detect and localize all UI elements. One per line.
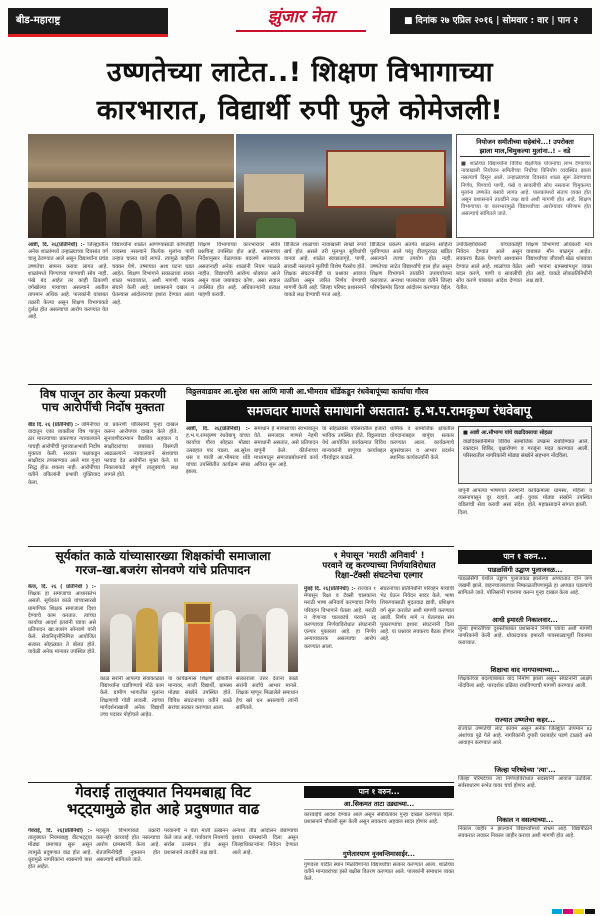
surykant-story-col3: या कार्यक्रमास शिक्षण क्षेत्रातील मान्यवर, माजी विद्यार्थी, ग्रामस्थ मोठ्या संख्येने उपस्थित होते. विविध संघटनांच्या वतीने काळे सरांचा सत्कार करण्यात आला. xyxy=(168,676,232,711)
masthead-logo: झुंजार नेता xyxy=(267,7,335,27)
honour-story-col1: आष्टी, दि. २६(प्रतिनिधी) :- ह.भ.प.रामकृष्ण रंधवेबापू यांच्या कार्याचा गौरव सोहळा मोठ्या उत्साहात पार पडला. आ.सुरेश धस व माजी आ.भीमराव धोंडे यांच्या उपस्थितीत कार्यक्रम संपन्न झाला. xyxy=(186,426,250,476)
honour-highlight-box: ■ आष्टी आ.सौभाग्य यांचे वाढदिवसाचा सोहळा वाढदिवसानिमित्त विविध सामाजिक उपक्रम राबविण्यात आले. रक्तदान शिबिर, वृक्षारोपण व गरजूंना मदत करण्यात आली. परिसरातील नागरिकांनी मोठ्या संख्येने सहभाग नोंदविला. xyxy=(458,426,592,484)
dateline: ■ दिनांक २७ एप्रिल २०१६ | सोमवार : वार | पान २ xyxy=(390,8,592,34)
continued-item: जिल्हा परिषदेच्या 'त्या'... xyxy=(458,766,592,776)
continued-column: पाडळसिंगी उद्घाण पुलाजवळ... पाडळसिंगी येथील उड्डाण पुलाजवळ झालेल्या अपघातात दोन जण जखमी झाले. वाहनचालकाच्या निष्काळजीपणामुळे हा अपघात घडल्याचे सांगितले जाते. पोलिसांनी पंचनामा करून गुन्हा दाखल केला आहे. आधी इमारती निकालवार... जुन्या इमारतींच्या दुरुस्तीबाबत प्रशासनाने निर्णय घ्यावा अशी मागणी नागरिकांनी केली आहे. धोकादायक इमारती पावसाळ्यापूर्वी रिकाम्या कराव्यात. शिक्षाचा वाद नागपाव्याच्या... शिक्षकांच्या बदल्यांबाबत वाद निर्माण झाला असून संघटनांनी आक्षेप नोंदविला आहे. पारदर्शक प्रक्रिया राबविण्याची मागणी करण्यात आली. राज्यात उष्णतेचा कहर... राज्यात उष्णतेची लाट कायम असून अनेक जिल्ह्यांत तापमान ४३ अंशांच्या पुढे गेले आहे. नागरिकांनी दुपारी घराबाहेर पडणे टाळावे असे आवाहन करण्यात आले. जिल्हा परिषदेच्या 'त्या'... जिल्हा परिषदेच्या त्या निर्णयाविरोधात सदस्यांनी आवाज उठविला. सर्वसाधारण सभेत यावर चर्चा होणार आहे. निकाल न वसल्याच्या... निकाल जाहीर न झाल्याने विद्यार्थ्यांमध्ये संभ्रम आहे. विद्यापीठाने लवकरात लवकर निकाल जाहीर करावा अशी मागणी होत आहे. xyxy=(458,566,592,840)
surykant-story-col4: सत्काराला उत्तर देताना काळे सरांनी सर्वांचे आभार मानले. शिक्षक म्हणून मिळालेले समाधान हेच खरे धन असल्याचे त्यांनी सांगितले. xyxy=(236,676,298,711)
lead-body-col6: उपजिल्हाधिकारी यांच्याकडेही निवेदन देण्यात आले असून लवकरच बैठक घेण्याचे आश्वासन देण्यात आले आहे. शाळांच्या वेळेत बदल करणे, पाणी व सावलीची सोय करणे याबाबत आदेश देण्यात येतील. xyxy=(456,242,522,292)
gevrai-story-col4: अन्यथा तीव्र आंदोलन छेडण्याचा इशारा ग्रामस्थांनी दिला असून जिल्हाधिकाऱ्यांना निवेदन देण्यात आले आहे. xyxy=(232,828,298,856)
surykant-story-col2: काळे सरांनी आपल्या सेवाकाळात विद्यार्थ्यांना घडविण्याचे मोठे काम केले. ग्रामीण भागातील मुलांना शिक्षणाची गोडी लावली. त्यांच्या मार्गदर्शनाखाली अनेक विद्यार्थी उच्च पदावर पोहोचले आहेत. xyxy=(100,676,164,719)
poison-story-col2: या प्रकरणी पोलिसांनी गुन्हा दाखल करून आरोपपत्र दाखल केले होते. सुनावणीदरम्यान वैद्यकीय अहवाल व साक्षीदारांच्या जबाबात विसंगती आढळल्याने न्यायालयाने संशयाचा फायदा देत आरोपींना मुक्त केले. या निकालाकडे संपूर्ण तालुक्याचे लक्ष लागले होते. xyxy=(104,422,178,479)
lead-body-col3: शिक्षण विभागाच्या कारभारावर सर्वत्र प्रश्नचिन्ह उपस्थित होत आहे. शासनाच्या निर्देशानुसार वेळापत्रक बदलणे आवश्यक असतानाही अनेक शाळांनी नियम पाळले नाहीत. विद्यार्थ्यांचे आरोग्य धोक्यात आले असून याला जबाबदार कोण, असा सवाल उपस्थित होत आहे. अधिकाऱ्यांनी प्रत्यक्ष पाहणी करावी. xyxy=(198,242,280,299)
registration-mark-yellow xyxy=(574,909,584,914)
classroom-photo xyxy=(28,134,234,238)
continued-label: पान १ वरुन... xyxy=(458,550,592,564)
continued-item: राज्यात उष्णतेचा कहर... xyxy=(458,716,592,726)
registration-mark-magenta xyxy=(563,909,573,914)
gevrai-story-col3: परवानगी न घेता माती उत्खनन केले जात आहे. पर्यावरण नियमांचे सर्रास उल्लंघन होत असून प्रशासनाने तातडीने लक्ष द्यावे. xyxy=(164,828,228,856)
continued-bottom-item: गुणेतारयाण नूनवन्तिमासाईर... xyxy=(304,850,454,860)
gevrai-story-heading: गेवराई तालुक्यात नियमबाह्य विट भट्ट्यामुळे होत आहे प्रदुषणात वाढ xyxy=(66,783,260,819)
lead-body-col5: डिजिटल प्रकल्प अंतर्गत शाळांना साहित्य पुरविण्यात आले परंतु वीजपुरवठा खंडित असल्याने त्याचा उपयोग होत नाही. उष्णतेच्या लाटेत विद्यार्थ्यांचे हाल होत असून शिक्षण विभागाने तातडीने उपाययोजना कराव्यात. अन्यथा पालकांच्या वतीने जिल्हा परिषदेसमोर ठिय्या आंदोलन करण्यात येईल. xyxy=(370,242,452,292)
marathi-story-col1: मुंबई दि. २६(प्रतिनिधी) :- राज्यात १ मेपासून रिक्षा व टॅक्सी चालकांना मराठी भाषा अनिवार्य करण्याचा निर्णय परिवहन विभागाने घेतला आहे. मराठी न येणाऱ्या चालकांचे परवाने रद्द करण्याच्या निर्णयाविरोधात संघटनांनी एल्गार पुकारला आहे. हा निर्णय अन्यायकारक असल्याचा आरोप करण्यात आला. xyxy=(304,586,376,650)
continued-bottom-item: आ.सिकमत ताटा उड्याच्या... xyxy=(304,800,454,810)
newspaper-page: बीड-महाराष्ट्र झुंजार नेता ■ दिनांक २७ एप्रिल २०१६ | सोमवार : वार | पान २ उष्णतेच्या लाटेत..! शिक्षण विभागाच्या कारभारात, विद्यार्थी रुपी फुले कोमेजली! नियोजन समीतीच्या सहेबांचे...! उपरोक्ता झाला माल,चिमुकल्या मुलांना..! – वडे ■ शाळेच्या विद्यार्थ्यांना विविध शैक्षणिक योजनांचा लाभ देण्याच्या नावाखाली नियोजन समितीच्या निधीचा विनियोग व्यवस्थित झाला नसल्याचे दिसून आले. उन्हाळ्याच्या दिवसांत शाळा सुरू ठेवण्याचा निर्णय, पिण्याचे पाणी, पंखे व सावलीची सोय नसताना चिमुकल्या मुलांना उष्णतेत बसावे लागत आहे. पालकांमध्ये संताप व्यक्त होत असून प्रशासनाने तातडीने लक्ष द्यावे अशी मागणी होत आहे. शिक्षण विभागाच्या या कारभारामुळे विद्यार्थ्यांच्या आरोग्यावर परिणाम होत असल्याचे सांगितले जाते. आष्टी, दि. २६(प्रतिनिधी) :- जिल्ह्यातील अनेक शाळांमध्ये उन्हाळ्याच्या दिवसांत वर्ग चालू ठेवण्यात आले असून विद्यार्थ्यांना प्रचंड उष्णतेचा सामना करावा लागत आहे. शाळांमध्ये पिण्याच्या पाण्याची सोय नाही, पंखे बंद आहेत तर काही ठिकाणी वर्गखोल्या पत्र्याच्या असल्याने आतील तापमान अधिक आहे. पालकांनी याबाबत तक्रारी केल्या असून शिक्षण विभागाकडे दुर्लक्ष होत असल्याचा आरोप करण्यात येत आहे. विद्यार्थ्यांना शाळेत आणण्यासाठी कोणतीही व्यवस्था नसल्याने कित्येक मुलांना पायी उन्हात चालत यावे लागते. त्यामुळे काहींना चक्कर येणे, उष्माघात अशा घटना घडत आहेत. शिक्षण विभागाने सकाळच्या सत्रात शाळा भरवाव्यात, अशी मागणी पालक संघाने केली आहे. प्रशासनाने दखल न घेतल्यास आंदोलनाचा इशारा देण्यात आला आहे. शिक्षण विभागाच्या कारभारावर सर्वत्र प्रश्नचिन्ह उपस्थित होत आहे. शासनाच्या निर्देशानुसार वेळापत्रक बदलणे आवश्यक असतानाही अनेक शाळांनी नियम पाळले नाहीत. विद्यार्थ्यांचे आरोग्य धोक्यात आले असून याला जबाबदार कोण, असा सवाल उपस्थित होत आहे. अधिकाऱ्यांनी प्रत्यक्ष पाहणी करावी. डिजिटल शाळांच्या नावाखाली लाखो रुपये खर्च होत असले तरी मूलभूत सुविधांची वानवा आहे. शाळेत स्वच्छतागृहे, पाणी, सावली नसल्याने मुलींची विशेष गैरसोय होते. शिक्षक संघटनांनीही या प्रश्नावर आवाज उठविला असून त्वरित निर्णय घेण्याची मागणी केली आहे. जिल्हा परिषद प्रशासनाने याकडे लक्ष देण्याची गरज आहे. डिजिटल प्रकल्प अंतर्गत शाळांना साहित्य पुरविण्यात आले परंतु वीजपुरवठा खंडित असल्याने त्याचा उपयोग होत नाही. उष्णतेच्या लाटेत विद्यार्थ्यांचे हाल होत असून शिक्षण विभागाने तातडीने उपाययोजना कराव्यात. अन्यथा पालकांच्या वतीने जिल्हा परिषदेसमोर ठिय्या आंदोलन करण्यात येईल. उपजिल्हाधिकारी यांच्याकडेही निवेदन देण्यात आले असून लवकरच बैठक घेण्याचे आश्वासन देण्यात आले आहे. शाळांच्या वेळेत बदल करणे, पाणी व सावलीची सोय करणे याबाबत आदेश देण्यात येतील. शिक्षण विभागाचे अधिकारी मात्र याबाबत मौन बाळगून आहेत. विद्यार्थ्यांच्या जीवाशी खेळ थांबवावा अशी भावना ग्रामस्थांमधून व्यक्त होत आहे. याकडे लोकप्रतिनिधींनी लक्ष द्यावे. विष पाजून ठार केल्या प्रकरणी पाच आरोपींची निर्दोष मुक्तता बीड दि. २६ (प्रतिनिधी) :- जमिनीच्या वादातून एका व्यक्तीला विष पाजून ठार मारल्याच्या प्रकरणात न्यायालयाने पाचही आरोपींची पुराव्याअभावी निर्दोष मुक्तता केली. सरकार पक्षाकडून साक्षीदार तपासण्यात आले मात्र गुन्हा सिद्ध होऊ शकला नाही. आरोपींच्या वतीने वकिलांनी प्रभावी युक्तिवाद केला. या प्रकरणी पोलिसांनी गुन्हा दाखल करून आरोपपत्र दाखल केले होते. सुनावणीदरम्यान वैद्यकीय अहवाल व साक्षीदारांच्या जबाबात विसंगती आढळल्याने न्यायालयाने संशयाचा फायदा देत आरोपींना मुक्त केले. या निकालाकडे संपूर्ण तालुक्याचे लक्ष लागले होते. विठ्ठलवाडावर आ.सुरेश धस आणि माजी आ.भीमराव धोंडेंकडून रंधवेबापूंच्या कार्याचा गौरव समजदार माणसे समाधानी असतात: ह.भ.प.रामकृष्ण रंधवेबापू आष्टी, दि. २६(प्रतिनिधी) :- ह.भ.प.रामकृष्ण रंधवेबापू यांच्या कार्याचा गौरव सोहळा मोठ्या उत्साहात पार पडला. आ.सुरेश धस व माजी आ.भीमराव धोंडे यांच्या उपस्थितीत कार्यक्रम संपन्न झाला. समाधान हे माणसाच्या स्वभावातून येते. समजदार माणसे नेहमी समाधानी असतात, असे प्रतिपादन बापूंनी केले. कीर्तनाच्या माध्यमातून समाजप्रबोधनाचे कार्य अविरत सुरू आहे. या सोहळ्यास परिसरातील हजारो भाविक उपस्थित होते. विठ्ठलवाडा येथे आयोजित कार्यक्रमात विविध मान्यवरांनी बापूंच्या कार्याबद्दल गौरवोद्गार काढले. धार्मिक व सामाजिक क्षेत्रातील योगदानाबद्दल बापूंचा सत्कार करण्यात आला. कार्यक्रमाचे सूत्रसंचालन व आभार प्रदर्शन स्थानिक कार्यकर्त्यांनी केले. ■ आष्टी आ.सौभाग्य यांचे वाढदिवसाचा सोहळा वाढदिवसानिमित्त विविध सामाजिक उपक्रम राबविण्यात आले. रक्तदान शिबिर, वृक्षारोपण व गरजूंना मदत करण्यात आली. परिसरातील नागरिकांनी मोठ्या संख्येने सहभाग नोंदविला. बापूंनी आपल्या भाषणात तरुणांनी व्यसनापासून दूर राहावे, आई-वडिलांची सेवा करावी असा संदेश दिला. कार्यक्रमाला ग्रामस्थ, महिला व युवक मोठ्या संख्येने उपस्थित होते. महाप्रसादाने सांगता झाली. पान १ वरुन... पाडळसिंगी उद्घाण पुलाजवळ... पाडळसिंगी येथील उड्डाण पुलाजवळ झालेल्या अपघातात दोन जण जखमी झाले. वाहनचालकाच्या निष्काळजीपणामुळे हा अपघात घडल्याचे सांगितले जाते. पोलिसांनी पंचनामा करून गुन्हा दाखल केला आहे. आधी इमारती निकालवार... जुन्या इमारतींच्या दुरुस्तीबाबत प्रशासनाने निर्णय घ्यावा अशी मागणी नागरिकांनी केली आहे. धोकादायक इमारती पावसाळ्यापूर्वी रिकाम्या कराव्यात. शिक्षाचा वाद नागपाव्याच्या... शिक्षकांच्या बदल्यांबाबत वाद निर्माण झाला असून संघटनांनी आक्षेप नोंदविला आहे. पारदर्शक प्रक्रिया राबविण्याची मागणी करण्यात आली. राज्यात उष्णतेचा कहर... राज्यात उष्णतेची लाट कायम असून अनेक जिल्ह्यांत तापमान ४३ अंशांच्या पुढे गेले आहे. नागरिकांनी दुपारी घराबाहेर पडणे टाळावे असे आवाहन करण्यात आले. जिल्हा परिषदेच्या 'त्या'... जिल्हा परिषदेच्या त्या निर्णयाविरोधात सदस्यांनी आवाज उठविला. सर्वसाधारण सभेत यावर चर्चा होणार आहे. निकाल न वसल्याच्या... निकाल जाहीर न झाल्याने विद्यार्थ्यांमध्ये संभ्रम आहे. विद्यापीठाने लवकरात लवकर निकाल जाहीर करावा अशी मागणी होत आहे. सूर्यकांत काळे यांच्यासारख्या शिक्षकांची समाजाला गरज–खा.बजरंग सोनवणे यांचे प्रतिपादन केज, दि. २६ ( प्रतिनिधी ) :- शिक्षक हा समाजाचा आधारस्तंभ असतो. सूर्यकांत काळे यांच्यासारखे प्रामाणिक शिक्षक समाजाला दिशा देण्याचे काम करतात. त्यांच्या कार्याचा आदर्श इतरांनी घ्यावा असे प्रतिपादन खा.बजरंग सोनवणे यांनी केले. सेवानिवृत्तीनिमित्त आयोजित सत्कार सोहळ्यात ते बोलत होते. यावेळी अनेक मान्यवर उपस्थित होते. काळे सरांनी आपल्या सेवाकाळात विद्यार्थ्यांना घडविण्याचे मोठे काम केले. ग्रामीण भागातील मुलांना शिक्षणाची गोडी लावली. त्यांच्या मार्गदर्शनाखाली अनेक विद्यार्थी उच्च पदावर पोहोचले आहेत. या कार्यक्रमास शिक्षण क्षेत्रातील मान्यवर, माजी विद्यार्थी, ग्रामस्थ मोठ्या संख्येने उपस्थित होते. विविध संघटनांच्या वतीने काळे सरांचा सत्कार करण्यात आला. सत्काराला उत्तर देताना काळे सरांनी सर्वांचे आभार मानले. शिक्षक म्हणून मिळालेले समाधान हेच खरे धन असल्याचे त्यांनी सांगितले. १ मेपासून 'मराठी अनिवार्य' ! परवाने रद्द करण्याच्या निर्णयाविरोधात रिक्षा–टॅक्सी संघटनेचा एल्गार मुंबई दि. २६(प्रतिनिधी) :- राज्यात १ मेपासून रिक्षा व टॅक्सी चालकांना मराठी भाषा अनिवार्य करण्याचा निर्णय परिवहन विभागाने घेतला आहे. मराठी न येणाऱ्या चालकांचे परवाने रद्द करण्याच्या निर्णयाविरोधात संघटनांनी एल्गार पुकारला आहे. हा निर्णय अन्यायकारक असल्याचा आरोप करण्यात आला. संघटनांच्या प्रतिनिधींनी परिवहन मंत्र्यांची भेट घेऊन निवेदन सादर केले. भाषा शिकण्यासाठी मुदतवाढ द्यावी, प्रशिक्षण वर्ग सुरू करावेत अशी मागणी करण्यात आली. निर्णय मागे न घेतल्यास संप पुकारण्याचा इशारा संघटनांनी दिला आहे. या प्रश्नावर लवकरच बैठक होणार आहे. गेवराई तालुक्यात नियमबाह्य विट भट्ट्यामुळे होत आहे प्रदुषणात वाढ गेवराई, दि. २६(प्रतिनिधी) :- तालुक्यात नियमबाह्य वीटभट्ट्या मोठ्या प्रमाणात सुरू असून त्यामुळे प्रदूषणात वाढ होत आहे. धुरामुळे नागरिकांना श्वसनाचे त्रास होत आहेत. महसूल विभागाकडे तक्रारी करूनही कारवाई होत नसल्याचा आरोप ग्रामस्थांनी केला आहे. शेतजमिनीचेही नुकसान होत असल्याचे सांगितले जाते. परवानगी न घेता माती उत्खनन केले जात आहे. पर्यावरण नियमांचे सर्रास उल्लंघन होत असून प्रशासनाने तातडीने लक्ष द्यावे. अन्यथा तीव्र आंदोलन छेडण्याचा इशारा ग्रामस्थांनी दिला असून जिल्हाधिकाऱ्यांना निवेदन देण्यात आले आहे. पान १ वरुन... आ.सिकमत ताटा उड्याच्या... कारवाईचे आदेश देण्यात आले असून संबंधितांवर गुन्हा दाखल करण्यात येईल. प्रशासनाने चौकशी सुरू केली असून लवकरच अहवाल सादर होणार आहे. गुणेतारयाण नूनवन्तिमासाईर... गुणवत्ता यादीत स्थान मिळविणाऱ्या विद्यार्थ्यांचा सत्कार करण्यात आला. शाळेच्या वतीने मान्यवरांच्या हस्ते बक्षीस वितरण करण्यात आले. पालकांनी समाधान व्यक्त केले. xyxy=(0,0,600,916)
masthead-underline xyxy=(236,30,366,32)
edition-strip xyxy=(8,34,168,37)
registration-mark-cyan xyxy=(552,909,562,914)
honour-story-kicker: विठ्ठलवाडावर आ.सुरेश धस आणि माजी आ.भीमराव धोंडेंकडून रंधवेबापूंच्या कार्याचा गौरव xyxy=(186,387,429,396)
continued-item: निकाल न वसल्याच्या... xyxy=(458,816,592,826)
registration-mark-black xyxy=(585,909,595,914)
gevrai-story-col2: महसूल विभागाकडे तक्रारी करूनही कारवाई होत नसल्याचा आरोप ग्रामस्थांनी केला आहे. शेतजमिनीचेही नुकसान होत असल्याचे सांगितले जाते. xyxy=(96,828,160,863)
side-story-title: नियोजन समीतीच्या सहेबांचे...! उपरोक्ता झाला माल,चिमुकल्या मुलांना..! – वडे xyxy=(460,138,590,157)
divider xyxy=(28,546,454,547)
continued-item: पाडळसिंगी उद्घाण पुलाजवळ... xyxy=(458,566,592,576)
marathi-story-col2: संघटनांच्या प्रतिनिधींनी परिवहन मंत्र्यांची भेट घेऊन निवेदन सादर केले. भाषा शिकण्यासाठी मुदतवाढ द्यावी, प्रशिक्षण वर्ग सुरू करावेत अशी मागणी करण्यात आली. निर्णय मागे न घेतल्यास संप पुकारण्याचा इशारा संघटनांनी दिला आहे. या प्रश्नावर लवकरच बैठक होणार आहे. xyxy=(380,586,454,643)
honour-story-col5: बापूंनी आपल्या भाषणात तरुणांनी व्यसनापासून दूर राहावे, आई-वडिलांची सेवा करावी असा संदेश दिला. xyxy=(458,488,524,516)
honour-story-heading: समजदार माणसे समाधानी असतात: ह.भ.प.रामकृष्ण रंधवेबापू xyxy=(186,400,592,422)
side-story-box xyxy=(456,134,594,238)
poison-story-col1: बीड दि. २६ (प्रतिनिधी) :- जमिनीच्या वादातून एका व्यक्तीला विष पाजून ठार मारल्याच्या प्रकरणात न्यायालयाने पाचही आरोपींची पुराव्याअभावी निर्दोष मुक्तता केली. सरकार पक्षाकडून साक्षीदार तपासण्यात आले मात्र गुन्हा सिद्ध होऊ शकला नाही. आरोपींच्या वतीने वकिलांनी प्रभावी युक्तिवाद केला. xyxy=(28,422,100,486)
honour-story-col6: कार्यक्रमाला ग्रामस्थ, महिला व युवक मोठ्या संख्येने उपस्थित होते. महाप्रसादाने सांगता झाली. xyxy=(528,488,592,509)
continued-item: शिक्षाचा वाद नागपाव्याच्या... xyxy=(458,666,592,676)
poison-story-heading: विष पाजून ठार केल्या प्रकरणी पाच आरोपींची निर्दोष मुक्तता xyxy=(40,387,166,415)
divider xyxy=(28,384,592,385)
honour-story-col3: या सोहळ्यास परिसरातील हजारो भाविक उपस्थित होते. विठ्ठलवाडा येथे आयोजित कार्यक्रमात विविध मान्यवरांनी बापूंच्या कार्याबद्दल गौरवोद्गार काढले. xyxy=(322,426,386,461)
lead-body-col7: शिक्षण विभागाचे अधिकारी मात्र याबाबत मौन बाळगून आहेत. विद्यार्थ्यांच्या जीवाशी खेळ थांबवावा अशी भावना ग्रामस्थांमधून व्यक्त होत आहे. याकडे लोकप्रतिनिधींनी लक्ष द्यावे. xyxy=(526,242,592,285)
honour-story-col2: समाधान हे माणसाच्या स्वभावातून येते. समजदार माणसे नेहमी समाधानी असतात, असे प्रतिपादन बापूंनी केले. कीर्तनाच्या माध्यमातून समाजप्रबोधनाचे कार्य अविरत सुरू आहे. xyxy=(254,426,318,469)
page-header xyxy=(0,0,600,44)
lead-body-col2: विद्यार्थ्यांना शाळेत आणण्यासाठी कोणतीही व्यवस्था नसल्याने कित्येक मुलांना पायी उन्हात चालत यावे लागते. त्यामुळे काहींना चक्कर येणे, उष्माघात अशा घटना घडत आहेत. शिक्षण विभागाने सकाळच्या सत्रात शाळा भरवाव्यात, अशी मागणी पालक संघाने केली आहे. प्रशासनाने दखल न घेतल्यास आंदोलनाचा इशारा देण्यात आला आहे. xyxy=(112,242,194,306)
continued-item: आधी इमारती निकालवार... xyxy=(458,616,592,626)
main-headline-line1: उष्णतेच्या लाटेत..! शिक्षण विभागाच्या xyxy=(106,57,494,88)
lead-body-col1: आष्टी, दि. २६(प्रतिनिधी) :- जिल्ह्यातील अनेक शाळांमध्ये उन्हाळ्याच्या दिवसांत वर्ग चालू ठेवण्यात आले असून विद्यार्थ्यांना प्रचंड उष्णतेचा सामना करावा लागत आहे. शाळांमध्ये पिण्याच्या पाण्याची सोय नाही, पंखे बंद आहेत तर काही ठिकाणी वर्गखोल्या पत्र्याच्या असल्याने आतील तापमान अधिक आहे. पालकांनी याबाबत तक्रारी केल्या असून शिक्षण विभागाकडे दुर्लक्ष होत असल्याचा आरोप करण्यात येत आहे. xyxy=(28,242,108,321)
lead-body-col4: डिजिटल शाळांच्या नावाखाली लाखो रुपये खर्च होत असले तरी मूलभूत सुविधांची वानवा आहे. शाळेत स्वच्छतागृहे, पाणी, सावली नसल्याने मुलींची विशेष गैरसोय होते. शिक्षक संघटनांनीही या प्रश्नावर आवाज उठविला असून त्वरित निर्णय घेण्याची मागणी केली आहे. जिल्हा परिषद प्रशासनाने याकडे लक्ष देण्याची गरज आहे. xyxy=(284,242,366,299)
edition-label: बीड-महाराष्ट्र xyxy=(8,8,168,34)
surykant-story-col1: केज, दि. २६ ( प्रतिनिधी ) :- शिक्षक हा समाजाचा आधारस्तंभ असतो. सूर्यकांत काळे यांच्यासारखे प्रामाणिक शिक्षक समाजाला दिशा देण्याचे काम करतात. त्यांच्या कार्याचा आदर्श इतरांनी घ्यावा असे प्रतिपादन खा.बजरंग सोनवणे यांनी केले. सेवानिवृत्तीनिमित्त आयोजित सत्कार सोहळ्यात ते बोलत होते. यावेळी अनेक मान्यवर उपस्थित होते. xyxy=(28,584,96,655)
gevrai-story-col1: गेवराई, दि. २६(प्रतिनिधी) :- तालुक्यात नियमबाह्य वीटभट्ट्या मोठ्या प्रमाणात सुरू असून त्यामुळे प्रदूषणात वाढ होत आहे. धुरामुळे नागरिकांना श्वसनाचे त्रास होत आहेत. xyxy=(28,828,92,871)
honour-story-col4: धार्मिक व सामाजिक क्षेत्रातील योगदानाबद्दल बापूंचा सत्कार करण्यात आला. कार्यक्रमाचे सूत्रसंचालन व आभार प्रदर्शन स्थानिक कार्यकर्त्यांनी केले. xyxy=(390,426,454,461)
market-truck-photo xyxy=(236,134,452,238)
main-headline xyxy=(20,54,580,130)
award-ceremony-photo xyxy=(100,584,298,672)
continued-bottom-label: पान १ वरुन... xyxy=(304,786,454,798)
main-headline-line2: कारभारात, विद्यार्थी रुपी फुले कोमेजली! xyxy=(96,95,504,126)
marathi-story-heading: १ मेपासून 'मराठी अनिवार्य' ! परवाने रद्द करण्याच्या निर्णयाविरोधात रिक्षा–टॅक्सी संघटनेचा एल्गार xyxy=(322,551,436,581)
surykant-story-heading: सूर्यकांत काळे यांच्यासारख्या शिक्षकांची समाजाला गरज–खा.बजरंग सोनवणे यांचे प्रतिपादन xyxy=(55,549,271,577)
side-story-body: ■ शाळेच्या विद्यार्थ्यांना विविध शैक्षणिक योजनांचा लाभ देण्याच्या नावाखाली नियोजन समितीच्या निधीचा विनियोग व्यवस्थित झाला नसल्याचे दिसून आले. उन्हाळ्याच्या दिवसांत शाळा सुरू ठेवण्याचा निर्णय, पिण्याचे पाणी, पंखे व सावलीची सोय नसताना चिमुकल्या मुलांना उष्णतेत बसावे लागत आहे. पालकांमध्ये संताप व्यक्त होत असून प्रशासनाने तातडीने लक्ष द्यावे अशी मागणी होत आहे. शिक्षण विभागाच्या या कारभारामुळे विद्यार्थ्यांच्या आरोग्यावर परिणाम होत असल्याचे सांगितले जाते. xyxy=(461,161,591,218)
